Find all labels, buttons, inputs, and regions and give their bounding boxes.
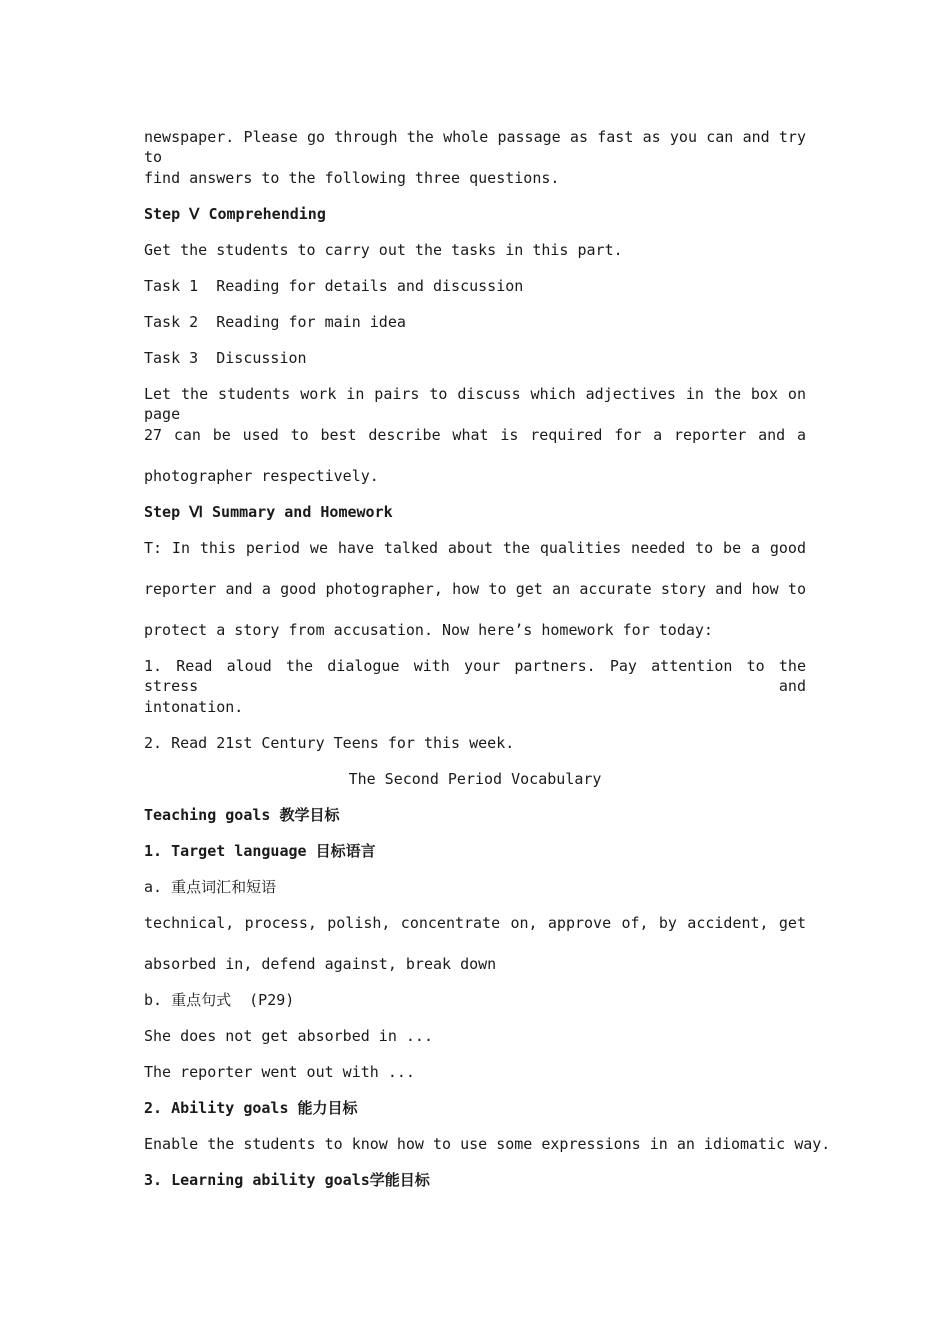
sentence-pattern: The reporter went out with ...	[144, 1063, 415, 1081]
paragraph-line: newspaper. Please go through the whole passage as fast as you can and try to	[144, 128, 806, 166]
paragraph-line: protect a story from accusation. Now here’s homework for today:	[144, 621, 713, 639]
paragraph-line: reporter and a good photographer, how to get an accurate story and how to	[144, 580, 806, 598]
task-line: Task 3 Discussion	[144, 349, 307, 367]
subsection-heading: 2. Ability goals 能力目标	[144, 1099, 358, 1117]
sentence-pattern: She does not get absorbed in ...	[144, 1027, 433, 1045]
paragraph-line: T: In this period we have talked about the qualities needed to be a good	[144, 539, 806, 557]
paragraph-line: find answers to the following three questions.	[144, 169, 560, 187]
paragraph-line: intonation.	[144, 698, 244, 716]
vocabulary-line: technical, process, polish, concentrate on, approve of, by accident, get	[144, 914, 806, 932]
paragraph-line: Enable the students to know how to use some expressions in an idiomatic way.	[144, 1135, 831, 1153]
paragraph-line: Let the students work in pairs to discuss which adjectives in the box on page	[144, 385, 806, 423]
paragraph-line: photographer respectively.	[144, 467, 379, 485]
period-title: The Second Period Vocabulary	[348, 770, 602, 788]
task-line: Task 2 Reading for main idea	[144, 313, 406, 331]
vocabulary-line: absorbed in, defend against, break down	[144, 955, 497, 973]
paragraph-line: Get the students to carry out the tasks in this part.	[144, 241, 623, 259]
paragraph-line: 27 can be used to best describe what is required for a reporter and a	[144, 426, 806, 444]
homework-item: 2. Read 21st Century Teens for this week.	[144, 734, 515, 752]
list-item: a. 重点词汇和短语	[144, 878, 277, 896]
section-heading: Teaching goals 教学目标	[144, 806, 340, 824]
section-heading: Step Ⅵ Summary and Homework	[144, 503, 393, 521]
section-heading: Step Ⅴ Comprehending	[144, 205, 326, 223]
list-item: b. 重点句式 (P29)	[144, 991, 295, 1009]
subsection-heading: 3. Learning ability goals学能目标	[144, 1171, 430, 1189]
task-line: Task 1 Reading for details and discussion	[144, 277, 524, 295]
subsection-heading: 1. Target language 目标语言	[144, 842, 376, 860]
homework-item: 1. Read aloud the dialogue with your partners. Pay attention to the stress and	[144, 657, 806, 695]
